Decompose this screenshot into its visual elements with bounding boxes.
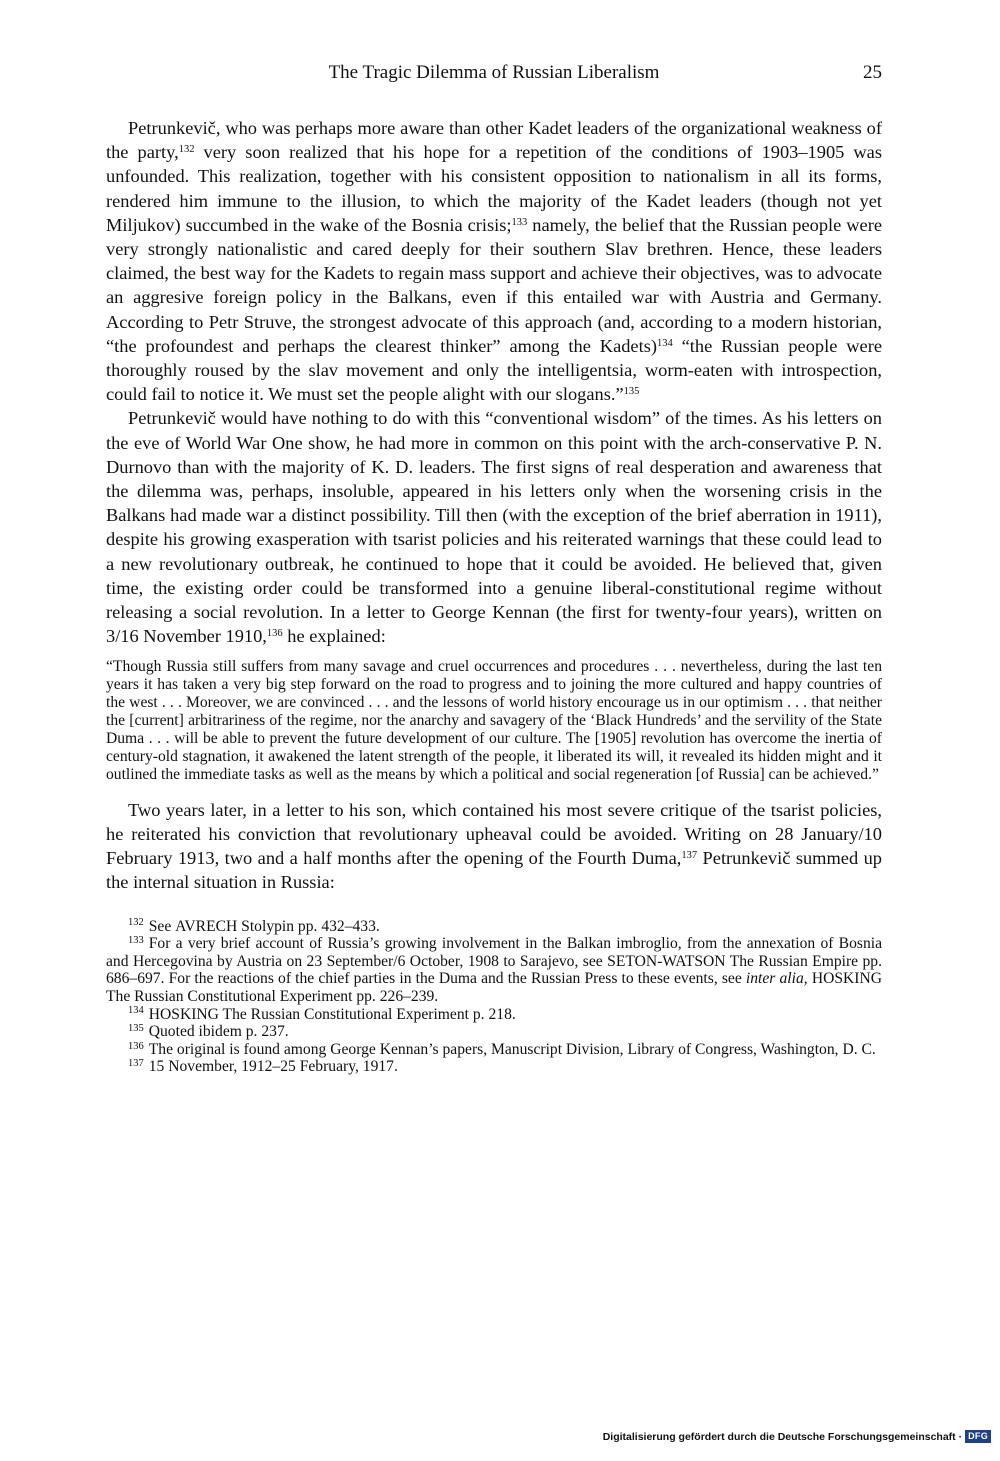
author-name: HOSKING bbox=[811, 970, 883, 988]
running-title: The Tragic Dilemma of Russian Liberalism bbox=[328, 62, 660, 83]
digitization-credit bbox=[603, 1430, 991, 1443]
author-name: SETON-WATSON bbox=[607, 952, 726, 970]
author-name: HOSKING bbox=[148, 1005, 219, 1023]
footnote-ref[interactable]: 132 bbox=[178, 144, 195, 156]
footnote-133 bbox=[106, 935, 882, 1005]
dfg-logo: DFG bbox=[965, 1430, 991, 1443]
paragraph-1 bbox=[106, 116, 882, 406]
footnote-text: The Russian Constitutional Experiment p. 218. bbox=[218, 1005, 516, 1023]
paragraph-text: Two years later, in a letter to his son, which contained his most severe critique of the tsarist policies, he reiterated his conviction that revolutionary upheaval could be avoided. Writing on 28 January/10 February 1913, two and a half months after the opening of the Fourth Duma, bbox=[106, 799, 882, 869]
footnote-text: The original is found among George Kennan’s papers, Manuscript Division, Library of Congress, Washington, D. C. bbox=[148, 1040, 876, 1058]
footnote-text: Quoted ibidem p. 237. bbox=[148, 1023, 289, 1041]
footnote-135 bbox=[106, 1023, 882, 1041]
footnote-number: 134 bbox=[128, 1005, 144, 1017]
paragraph-text: “the Russian people were thoroughly roused by the slav movement and only the intelligentsia, worm-eaten with introspection, could fail to notice it. We must set the people alight with our slogans.” bbox=[106, 335, 882, 405]
footnote-ref[interactable]: 137 bbox=[681, 850, 698, 862]
paragraph-text: Petrunkevič would have nothing to do with this “conventional wisdom” of the times. As his letters on the eve of World War One show, he had more in common on this point with the arch-conservative P. N. Durnovo than with the majority of K. D. leaders. The first signs of real desperation and awareness that the dilemma was, perhaps, insoluble, appeared in his letters only when the worsening crisis in the Balkans had made war a distinct possibility. Till then (with the exception of the brief aberration in 1911), despite his growing exasperation with tsarist policies and his reiterated warnings that these could lead to a new revolutionary outbreak, he continued to hope that it could be avoided. He believed that, given time, the existing order could be transformed into a genuine liberal-constitutional regime without releasing a social revolution. In a letter to George Kennan (the first for twenty-four years), written on 3/16 November 1910, bbox=[106, 408, 882, 647]
book-page bbox=[106, 62, 882, 1076]
footnote-text: For a very brief account of Russia’s growing involvement in the Balkan imbroglio, from the annexation of Bosnia and Hercegovina by Austria on 23 September/6 October, 1908 to Sarajevo, see bbox=[106, 935, 882, 970]
footnote-text: 15 November, 1912–25 February, 1917. bbox=[148, 1058, 398, 1076]
footnote-136 bbox=[106, 1041, 882, 1059]
page-number: 25 bbox=[863, 62, 882, 83]
digitization-credit-text: Digitalisierung gefördert durch die Deutsche Forschungsgemeinschaft · bbox=[602, 1430, 963, 1443]
footnote-ref[interactable]: 135 bbox=[623, 386, 640, 398]
body-text bbox=[106, 116, 882, 895]
paragraph-2 bbox=[106, 406, 882, 648]
footnote-number: 136 bbox=[128, 1040, 144, 1052]
footnote-number: 133 bbox=[128, 934, 144, 946]
paragraph-3 bbox=[106, 798, 882, 895]
italic-phrase: inter alia, bbox=[745, 970, 808, 988]
footnote-134 bbox=[106, 1006, 882, 1024]
paragraph-text: he explained: bbox=[282, 626, 386, 647]
block-quote: “Though Russia still suffers from many savage and cruel occurrences and procedures . . . nevertheless, during the last ten years it has taken a very big step forward on the road to progress and to joining the more cultured and happy countries of the west . . . Moreover, we are convinced . . . and the lessons of world history encourage us in our optimism . . . that neither the [current] arbitrariness of the regime, nor the anarchy and savagery of the ‘Black Hundreds’ and the servility of the State Duma . . . will be able to prevent the future development of our culture. The [1905] revolution has overcome the inertia of century-old stagnation, it awakened the latent strength of the people, it liberated its will, it revealed its hidden might and it outlined the immediate tasks as well as the means by which a political and social regeneration [of Russia] can be achieved.” bbox=[106, 658, 882, 783]
footnote-text: The Russian Constitutional Experiment pp. 226–239. bbox=[106, 988, 439, 1005]
footnotes bbox=[106, 918, 882, 1076]
author-name: AVRECH bbox=[175, 917, 238, 935]
footnote-ref[interactable]: 136 bbox=[266, 628, 283, 640]
paragraph-text: very soon realized that his hope for a repetition of the conditions of 1903–1905 was unfounded. This realization, together with his consistent opposition to nationalism in all its forms, rendered him immune to the illusion, to which the majority of the Kadet leaders (though not yet Miljukov) succumbed in the wake of the Bosnia crisis; bbox=[106, 142, 883, 235]
footnote-number: 135 bbox=[128, 1022, 144, 1034]
paragraph-text: Petrunkevič summed up the internal situation in Russia: bbox=[106, 848, 882, 893]
footnote-text: See bbox=[148, 917, 176, 935]
footnote-137 bbox=[106, 1058, 882, 1076]
footnote-text: Stolypin pp. 432–433. bbox=[237, 917, 380, 935]
paragraph-text: namely, the belief that the Russian people were very strongly nationalistic and cared deeply for their southern Slav brethren. Hence, these leaders claimed, the best way for the Kadets to regain mass support and achieve their objectives, was to advocate an aggresive foreign policy in the Balkans, even if this entailed war with Austria and Germany. According to Petr Struve, the strongest advocate of this approach (and, according to a modern historian, “the profoundest and perhaps the clearest thinker” among the Kadets) bbox=[106, 214, 882, 356]
footnote-text: The Russian Empire pp. 686–697. For the reactions of the chief parties in the Duma and the Russian Press to these events, see bbox=[106, 952, 882, 988]
running-head bbox=[106, 62, 882, 90]
footnote-132 bbox=[106, 918, 882, 936]
footnote-ref[interactable]: 133 bbox=[511, 217, 528, 229]
footnote-ref[interactable]: 134 bbox=[656, 338, 673, 350]
footnote-number: 137 bbox=[128, 1058, 144, 1070]
paragraph-text: Petrunkevič, who was perhaps more aware than other Kadet leaders of the organizational weakness of the party, bbox=[106, 118, 882, 163]
footnote-number: 132 bbox=[128, 917, 144, 929]
